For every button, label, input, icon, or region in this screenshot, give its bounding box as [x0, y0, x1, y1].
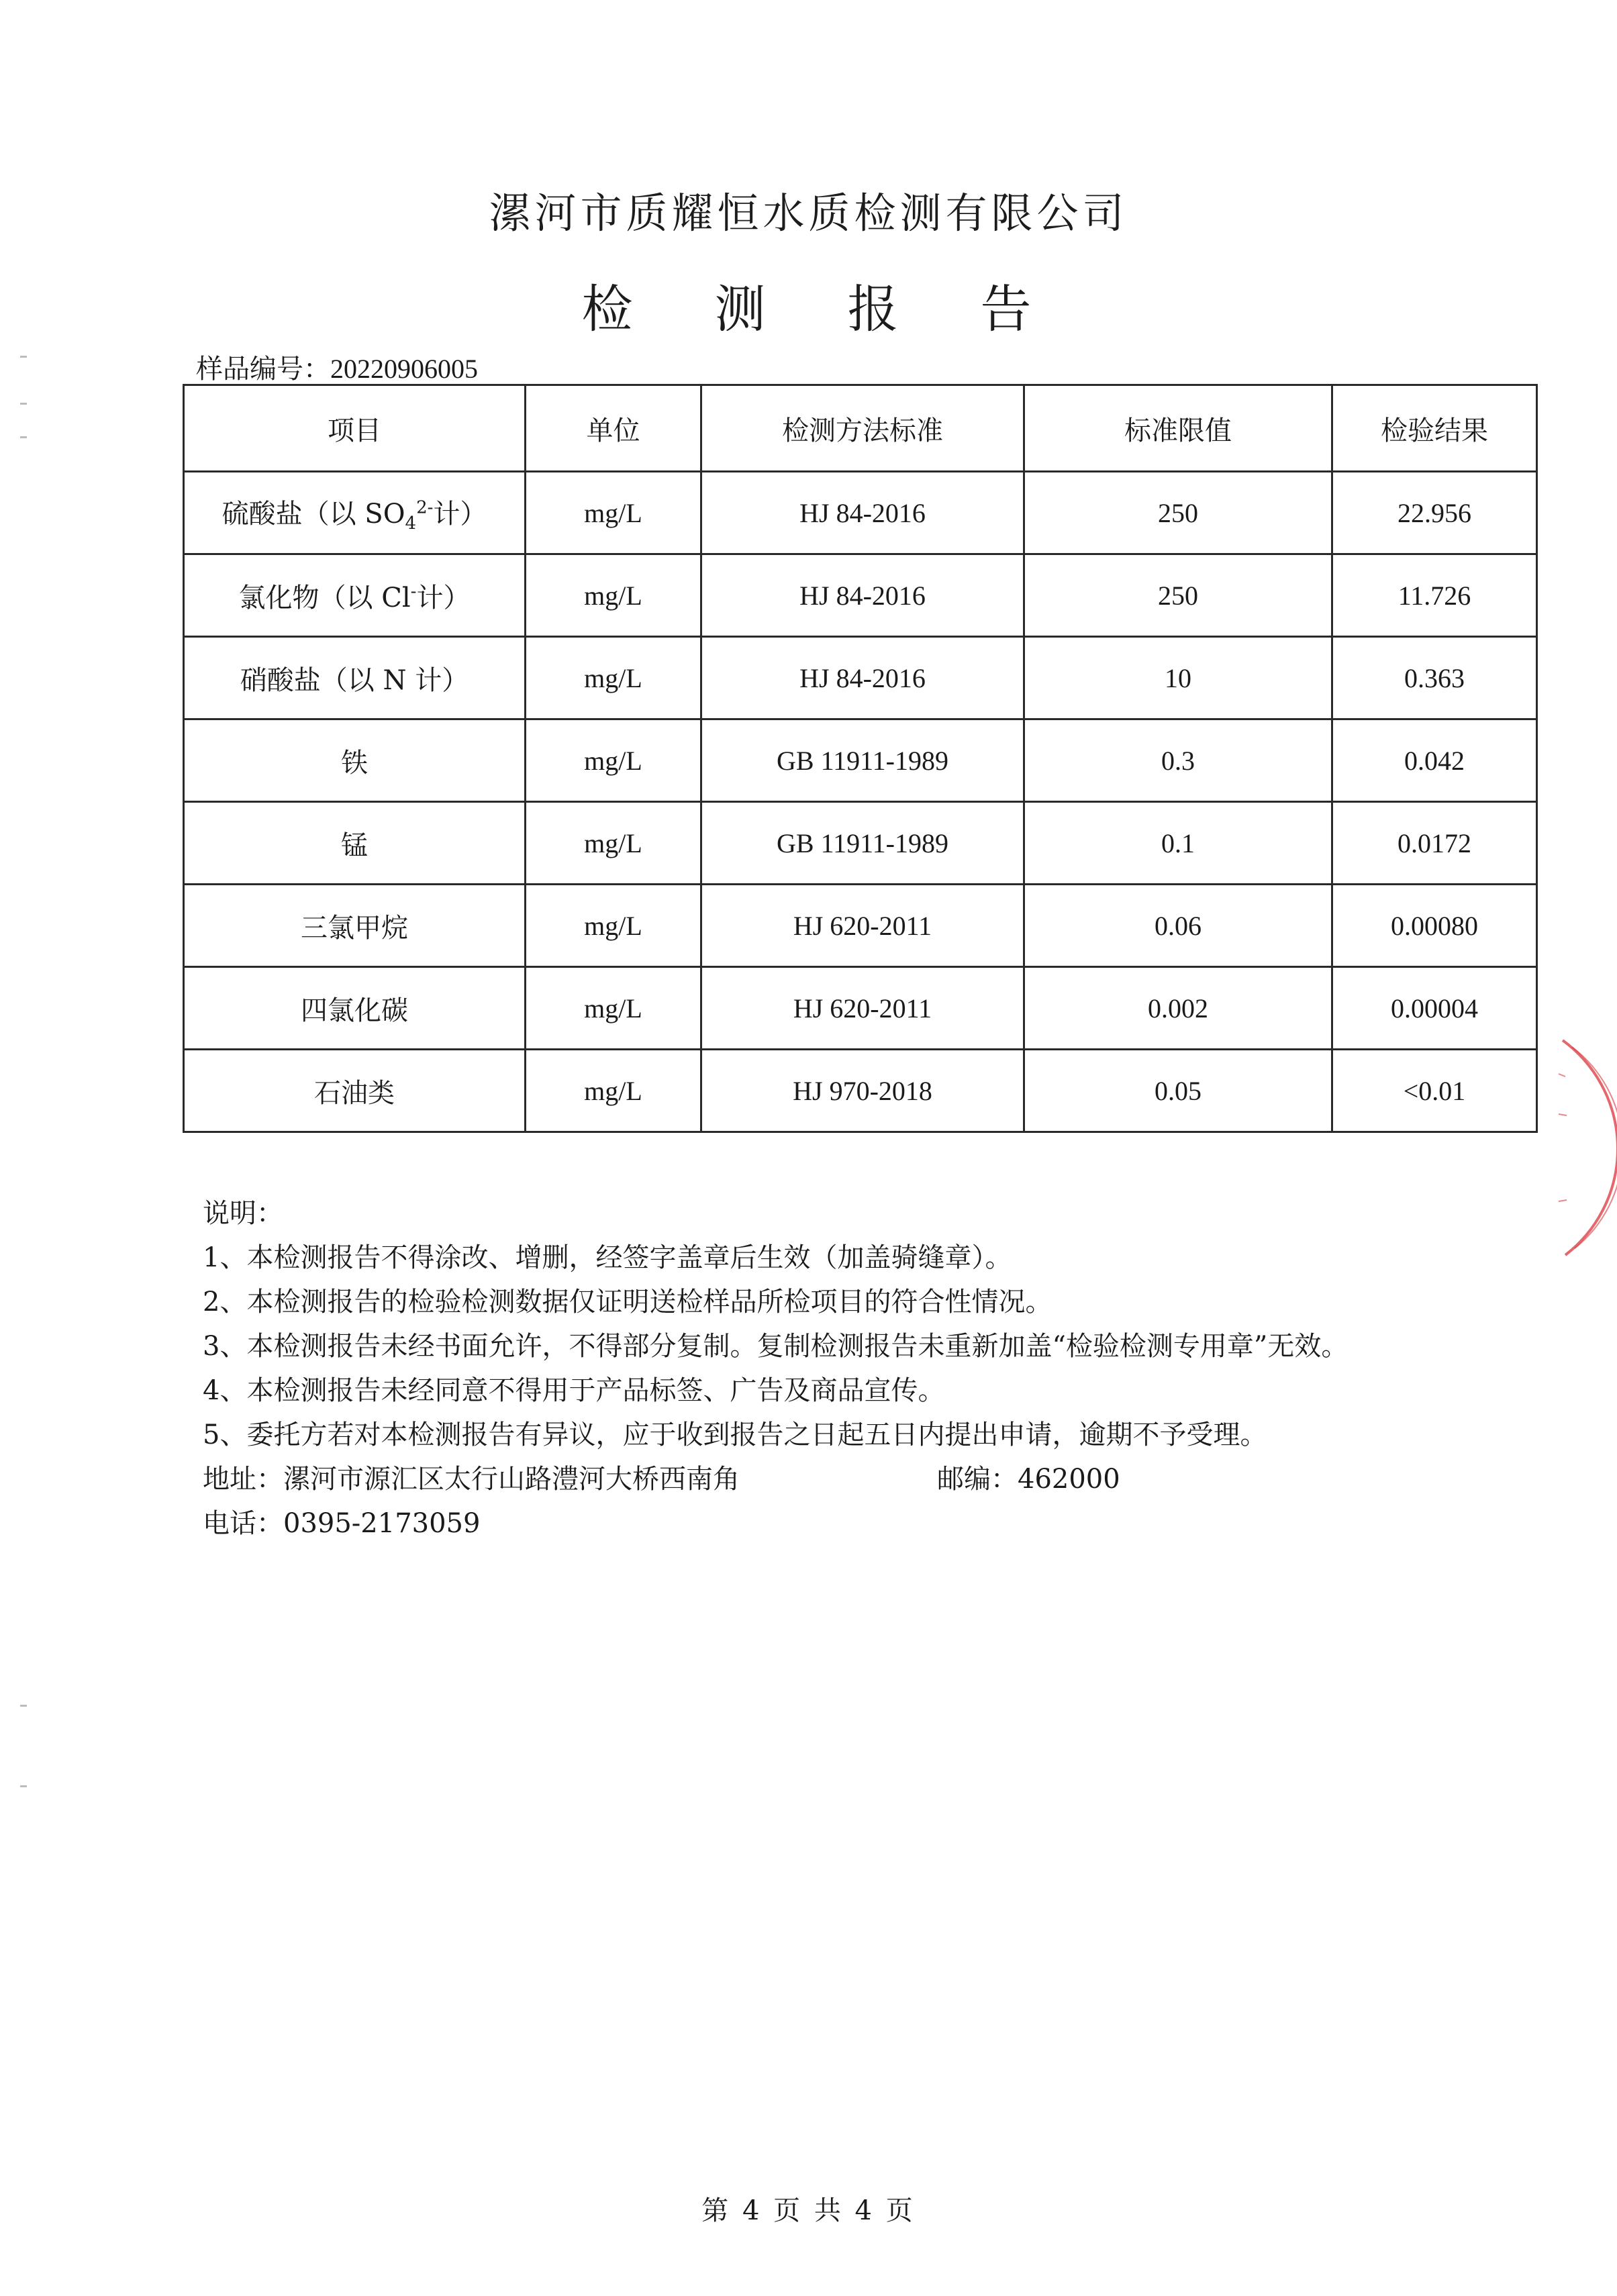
cell-item — [184, 885, 526, 967]
cell-limit: 10 — [1024, 637, 1332, 719]
header-item: 项目 — [184, 385, 526, 472]
cell-item — [184, 472, 526, 554]
cell-result: 0.00080 — [1332, 885, 1537, 967]
note-item: 1、本检测报告不得涂改、增删，经签字盖章后生效（加盖骑缝章）。 — [203, 1242, 1012, 1273]
postal-code: 邮编：462000 — [937, 1464, 1120, 1495]
cell-unit: mg/L — [526, 554, 701, 637]
company-name: 漯河市质耀恒水质检测有限公司 — [489, 189, 1128, 238]
cell-result: 0.00004 — [1332, 967, 1537, 1050]
cell-unit: mg/L — [526, 885, 701, 967]
sample-number — [196, 348, 478, 386]
cell-result: 11.726 — [1332, 554, 1537, 637]
table-row — [184, 637, 1537, 719]
table-row — [184, 885, 1537, 967]
seal-edge-icon — [1557, 1034, 1617, 1262]
title-char: 报 — [847, 279, 903, 339]
cell-unit: mg/L — [526, 1050, 701, 1132]
phone: 电话：0395-2173059 — [203, 1508, 481, 1539]
item-name: 四氯化碳 — [301, 995, 408, 1026]
cell-limit: 0.3 — [1024, 719, 1332, 802]
item-name-suffix: 计） — [416, 582, 471, 613]
item-name-suffix: 计） — [433, 498, 487, 530]
note-item: 2、本检测报告的检验检测数据仅证明送检样品所检项目的符合性情况。 — [203, 1287, 1052, 1317]
note-item: 3、本检测报告未经书面允许，不得部分复制。复制检测报告未重新加盖“检验检测专用章”无效。 — [203, 1331, 1349, 1362]
item-name: 锰 — [341, 830, 368, 861]
item-name: 石油类 — [314, 1077, 395, 1109]
cell-result: 0.363 — [1332, 637, 1537, 719]
note-item: 5、委托方若对本检测报告有异议，应于收到报告之日起五日内提出申请，逾期不予受理。 — [203, 1419, 1267, 1450]
cell-result: <0.01 — [1332, 1050, 1537, 1132]
test-results-table — [183, 384, 1538, 1133]
scan-mark — [20, 1785, 27, 1787]
item-superscript: 2- — [416, 497, 434, 518]
item-name: 氯化物（以 Cl — [238, 582, 411, 613]
scan-mark — [20, 436, 27, 438]
cell-result: 22.956 — [1332, 472, 1537, 554]
cell-item — [184, 637, 526, 719]
item-name: 铁 — [341, 747, 368, 779]
cell-method: HJ 84-2016 — [701, 472, 1024, 554]
cell-method: GB 11911-1989 — [701, 802, 1024, 885]
cell-limit: 0.1 — [1024, 802, 1332, 885]
sample-number-value: 20220906005 — [330, 354, 478, 384]
notes-section — [203, 1191, 1348, 1546]
cell-item — [184, 967, 526, 1050]
note-item: 4、本检测报告未经同意不得用于产品标签、广告及商品宣传。 — [203, 1375, 945, 1406]
cell-method: HJ 84-2016 — [701, 637, 1024, 719]
cell-unit: mg/L — [526, 802, 701, 885]
table-header-row — [184, 385, 1537, 472]
cell-item — [184, 554, 526, 637]
table-row — [184, 967, 1537, 1050]
item-superscript: - — [410, 581, 417, 602]
item-subscript: 4 — [405, 513, 417, 534]
title-char: 检 — [581, 279, 637, 339]
cell-unit: mg/L — [526, 967, 701, 1050]
table-row — [184, 802, 1537, 885]
item-name: 硫酸盐（以 SO — [222, 498, 405, 530]
cell-method: GB 11911-1989 — [701, 719, 1024, 802]
cell-limit: 250 — [1024, 472, 1332, 554]
cell-unit: mg/L — [526, 472, 701, 554]
address-row — [203, 1457, 1348, 1501]
item-name: 三氯甲烷 — [301, 912, 408, 944]
cell-item — [184, 719, 526, 802]
cell-method: HJ 970-2018 — [701, 1050, 1024, 1132]
page-footer: 第 4 页 共 4 页 — [701, 2195, 916, 2226]
cell-method: HJ 620-2011 — [701, 967, 1024, 1050]
sample-number-label: 样品编号： — [196, 354, 330, 385]
header-unit: 单位 — [526, 385, 701, 472]
title-char: 告 — [980, 279, 1036, 339]
cell-limit: 250 — [1024, 554, 1332, 637]
cell-item — [184, 1050, 526, 1132]
header-limit: 标准限值 — [1024, 385, 1332, 472]
scan-mark — [20, 356, 27, 358]
address: 地址：漯河市源汇区太行山路澧河大桥西南角 — [203, 1464, 740, 1495]
table-row — [184, 1050, 1537, 1132]
scan-mark — [20, 403, 27, 405]
cell-unit: mg/L — [526, 719, 701, 802]
table-row — [184, 472, 1537, 554]
table-row — [184, 554, 1537, 637]
cell-limit: 0.06 — [1024, 885, 1332, 967]
item-name: 硝酸盐（以 N 计） — [240, 664, 469, 696]
cell-unit: mg/L — [526, 637, 701, 719]
document-title — [0, 268, 1617, 342]
cell-limit: 0.05 — [1024, 1050, 1332, 1132]
cell-item — [184, 802, 526, 885]
notes-heading: 说明： — [203, 1198, 283, 1229]
title-char: 测 — [714, 279, 770, 339]
cell-method: HJ 84-2016 — [701, 554, 1024, 637]
cell-result: 0.0172 — [1332, 802, 1537, 885]
scan-mark — [20, 1705, 27, 1707]
table-row — [184, 719, 1537, 802]
cell-limit: 0.002 — [1024, 967, 1332, 1050]
cell-method: HJ 620-2011 — [701, 885, 1024, 967]
header-result: 检验结果 — [1332, 385, 1537, 472]
cell-result: 0.042 — [1332, 719, 1537, 802]
header-method: 检测方法标准 — [701, 385, 1024, 472]
